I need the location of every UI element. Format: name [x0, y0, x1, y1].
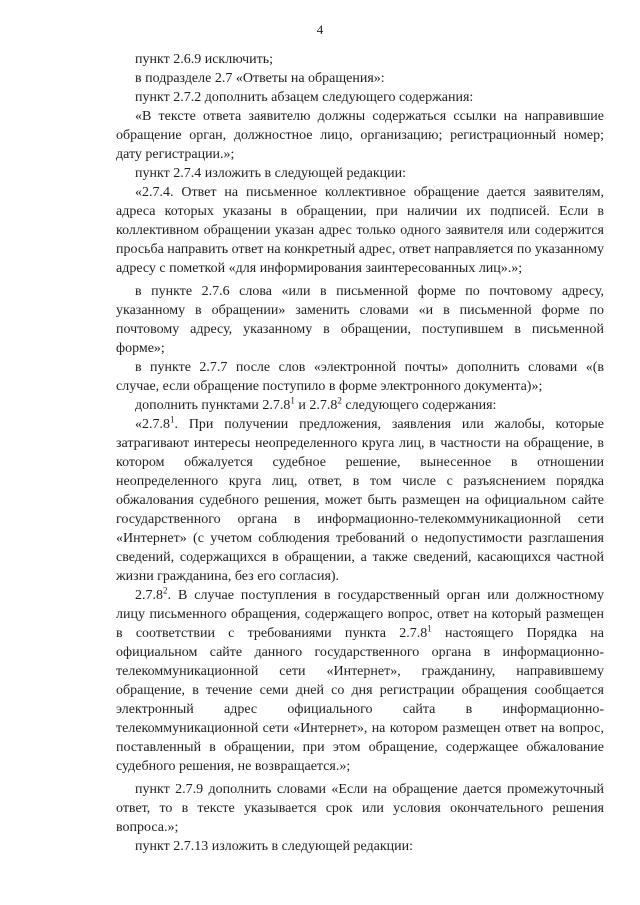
paragraph-item-2-7-4: пункт 2.7.4 изложить в следующей редакции:: [135, 166, 406, 181]
paragraph-add-items: [116, 396, 604, 415]
text-segment: дополнить пунктами 2.7.8: [135, 398, 291, 413]
document-body: [116, 50, 604, 856]
text-segment: следующего содержания:: [341, 398, 497, 413]
paragraph-item-2-7-8-2: [116, 586, 604, 776]
paragraph-subsection-2-7: в подразделе 2.7 «Ответы на обращения»:: [135, 71, 385, 86]
superscript: 2: [163, 585, 168, 596]
text-segment: 2.7.8: [135, 588, 163, 603]
text-segment: «2.7.8: [135, 417, 170, 432]
superscript: 2: [337, 395, 342, 406]
paragraph-item-2-6-9: пункт 2.6.9 исключить;: [135, 52, 274, 67]
paragraph-item-2-7-6: в пункте 2.7.6 слова «или в письменной форме по почтовому адресу, указанному в обращении» заменить словами «и в письменной форме по почтовому адресу, указанному в обращении, поступившем в письменной форме»;: [116, 284, 604, 356]
text-segment: настоящего Порядка на официальном сайте данного государственного органа в информационно-телекоммуникационной сети «Интернет», гражданину, направившему обращение, в течение семи дней со дня регистрации обращения сообщается электронный адрес официального сайта в информационно-телекоммуникационной сети «Интернет», на котором размещен ответ на вопрос, поставленный в обращении, при этом обращение, содержащее обжалование судебного решения, не возвращается.»;: [116, 626, 604, 774]
paragraph-item-2-7-8-1: [116, 415, 604, 586]
superscript: 1: [290, 395, 295, 406]
paragraph-item-2-7-9: пункт 2.7.9 дополнить словами «Если на обращение дается промежуточный ответ, то в тексте указывается срок или условия окончательного решения вопроса.»;: [116, 782, 604, 835]
paragraph-item-2-7-2: пункт 2.7.2 дополнить абзацем следующего содержания:: [135, 90, 474, 105]
text-segment: . В случае поступления в государственный орган или должностному лицу письменного обращения, содержащего вопрос, ответ на который размещен в соответствии с требованиями пункта 2.7.8: [116, 588, 604, 641]
text-segment: . При получении предложения, заявления или жалобы, которые затрагивают интересы неопределенного круга лиц, в частности на обращение, в котором обжалуется судебное решение, вынесенное в отношении неопределенного круга лиц, ответ, в том числе с разъяснением порядка обжалования судебного решения, может быть размещен на официальном сайте государственного органа в информационно-телекоммуникационной сети «Интернет» (с учетом соблюдения требований о недопустимости разглашения сведений, содержащихся в обращении, а также сведений, касающихся частной жизни гражданина, без его согласия).: [116, 417, 604, 584]
paragraph-item-2-7-7: в пункте 2.7.7 после слов «электронной почты» дополнить словами «(в случае, если обращение поступило в форме электронного документа)»;: [116, 360, 604, 394]
paragraph-quote-2-7-4: «2.7.4. Ответ на письменное коллективное обращение дается заявителям, адреса которых указаны в обращении, при наличии их подписей. Если в коллективном обращении указан адрес только одного заявителя или содержится просьба направить ответ на конкретный адрес, ответ направляется по указанному адресу с пометкой «для информирования заинтересованных лиц».»;: [116, 185, 604, 276]
superscript: 1: [427, 623, 432, 634]
superscript: 1: [170, 414, 175, 425]
page-number: 4: [316, 22, 324, 37]
text-segment: и 2.7.8: [294, 398, 338, 413]
paragraph-item-2-7-13: пункт 2.7.13 изложить в следующей редакции:: [135, 839, 413, 854]
paragraph-quote-2-7-2: «В тексте ответа заявителю должны содержаться ссылки на направившие обращение орган, должностное лицо, организацию; регистрационный номер; дату регистрации.»;: [116, 109, 604, 162]
